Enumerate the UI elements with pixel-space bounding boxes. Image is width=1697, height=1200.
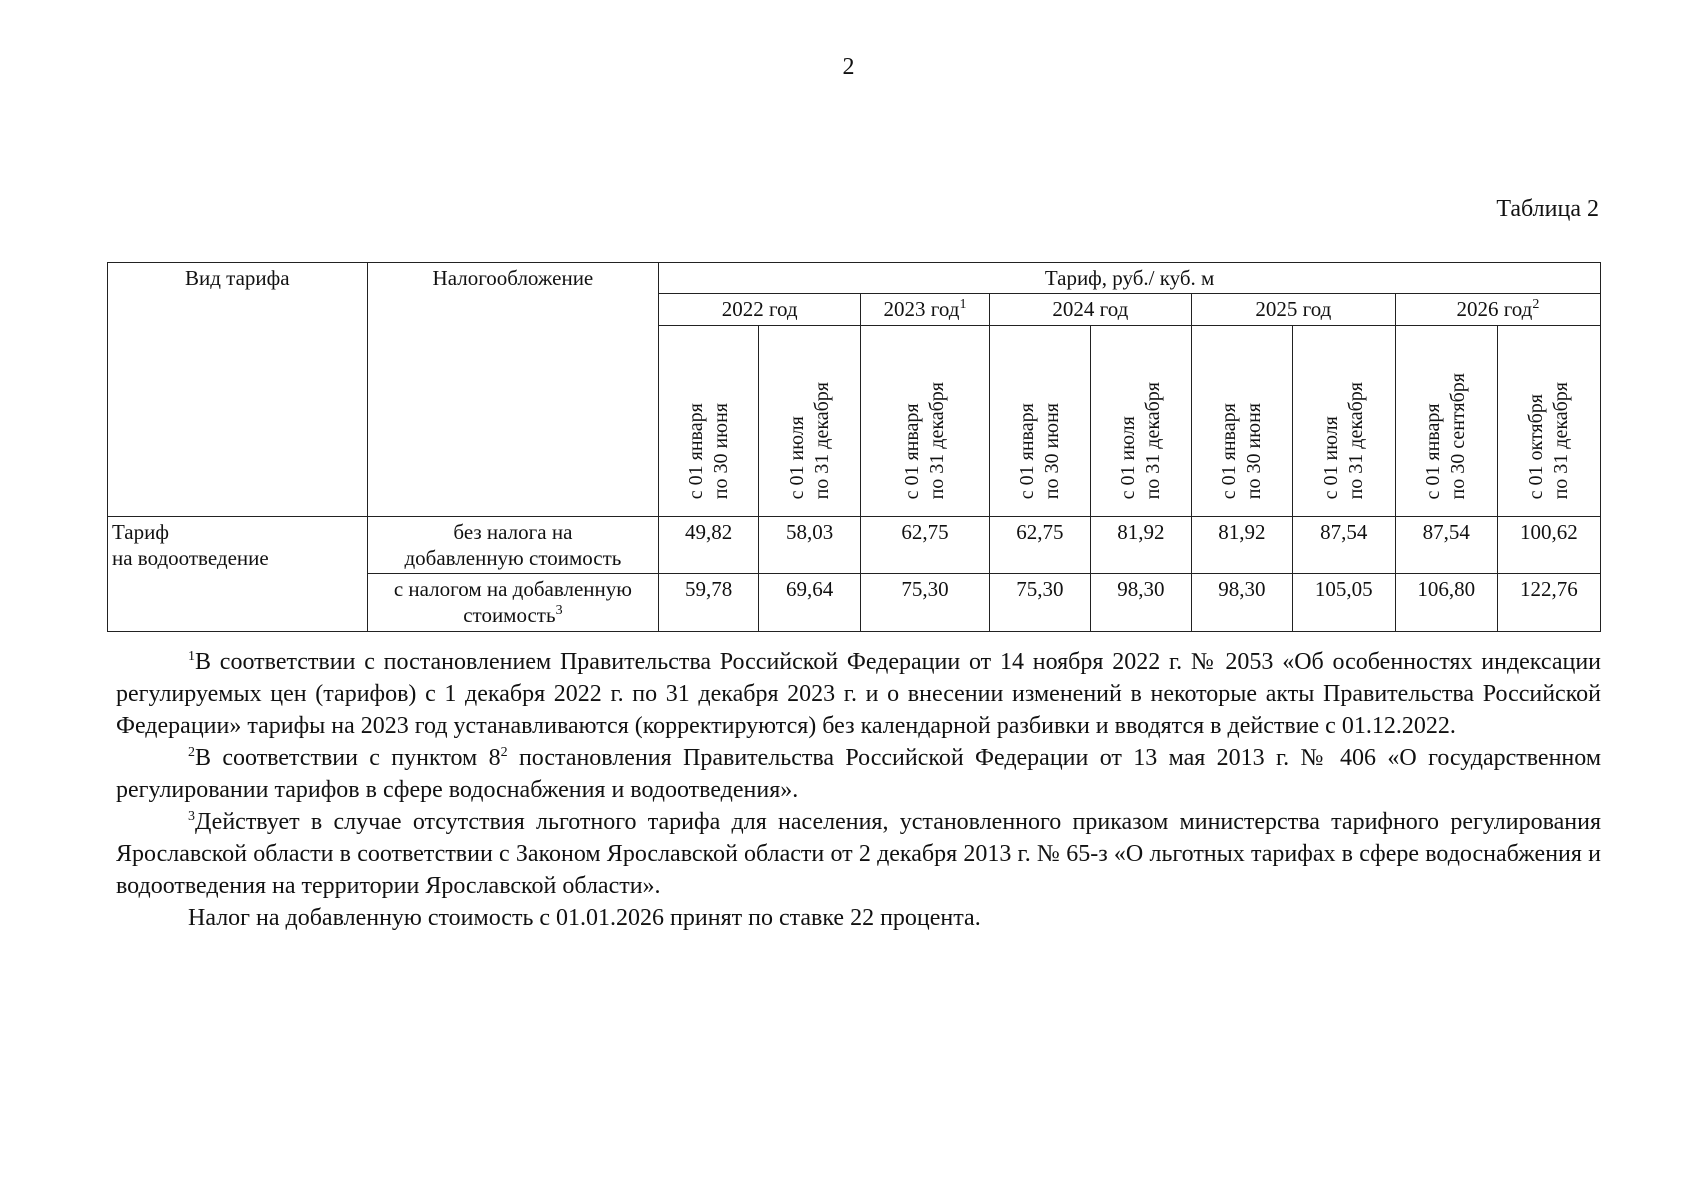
value-cell: 87,54 <box>1292 516 1395 574</box>
tariff-type-cell: Тариф на водоотведение <box>108 516 368 631</box>
header-period: с 01 января по 31 декабря <box>861 325 990 516</box>
value-cell: 81,92 <box>1090 516 1191 574</box>
header-year: 2026 год$^2$ <box>1395 294 1600 325</box>
value-cell: 62,75 <box>989 516 1090 574</box>
value-cell: 62,75 <box>861 516 990 574</box>
header-year: 2022 год <box>659 294 861 325</box>
tariff-table <box>107 262 1601 632</box>
footnote-2: $^2$В соответствии с пунктом $8^2$ постановления Правительства Российской Федерации от 13 мая 2013 г. № 406 «О государственном регулировании тарифов в сфере водоснабжения и водоотведения». <box>116 745 1602 803</box>
value-cell: 100,62 <box>1497 516 1600 574</box>
header-period: с 01 января по 30 июня <box>659 325 759 516</box>
page-number: 2 <box>842 54 855 80</box>
footnote-ref: 2 <box>1532 297 1540 313</box>
table-row <box>108 516 1601 574</box>
value-cell: 69,64 <box>759 574 861 632</box>
value-cell: 75,30 <box>989 574 1090 632</box>
footnote-ref: 3 <box>555 603 563 619</box>
header-taxation: Налогообложение <box>367 263 659 517</box>
value-cell: 98,30 <box>1191 574 1292 632</box>
value-cell: 59,78 <box>659 574 759 632</box>
value-cell: 105,05 <box>1292 574 1395 632</box>
table-caption: Таблица 2 <box>1496 196 1599 222</box>
header-year: 2024 год <box>989 294 1191 325</box>
taxation-cell: с налогом на добавленную стоимость$^3$ <box>367 574 659 632</box>
value-cell: 87,54 <box>1395 516 1497 574</box>
header-period: с 01 июля по 31 декабря <box>1090 325 1191 516</box>
value-cell: 49,82 <box>659 516 759 574</box>
header-tariff-unit: Тариф, руб./ куб. м <box>659 263 1601 294</box>
value-cell: 81,92 <box>1191 516 1292 574</box>
value-cell: 58,03 <box>759 516 861 574</box>
header-period: с 01 октября по 31 декабря <box>1497 325 1600 516</box>
footnote-3: $^3$Действует в случае отсутствия льготного тарифа для населения, установленного приказом министерства тарифного регулирования Ярославской области в соответствии с Законом Ярославской области от 2 декабря 2013 г. № 65-з «О льготных тарифах в сфере водоснабжения и водоотведения на территории Ярославской области». <box>116 809 1601 899</box>
header-period: с 01 января по 30 июня <box>989 325 1090 516</box>
taxation-cell: без налога на добавленную стоимость <box>367 516 659 574</box>
value-cell: 98,30 <box>1090 574 1191 632</box>
footnote-1: $^1$В соответствии с постановлением Правительства Российской Федерации от 14 ноября 2022 г. № 2053 «Об особенностях индексации регулируемых цен (тарифов) с 1 декабря 2022 г. по 31 декабря 2023 г. и о внесении изменений в некоторые акты Правительства Российской Федерации» тарифы на 2023 год устанавливаются (корректируются) без календарной разбивки и вводятся в действие с 01.12.2022. <box>116 649 1601 739</box>
header-year: 2023 год$^1$ <box>861 294 990 325</box>
header-period: с 01 января по 30 июня <box>1191 325 1292 516</box>
value-cell: 106,80 <box>1395 574 1497 632</box>
value-cell: 75,30 <box>861 574 990 632</box>
vat-note: Налог на добавленную стоимость с 01.01.2026 принят по ставке 22 процента. <box>188 905 981 931</box>
header-tariff-type: Вид тарифа <box>108 263 368 517</box>
header-period: с 01 июля по 31 декабря <box>759 325 861 516</box>
header-period: с 01 января по 30 сентября <box>1395 325 1497 516</box>
value-cell: 122,76 <box>1497 574 1600 632</box>
header-period: с 01 июля по 31 декабря <box>1292 325 1395 516</box>
footnotes <box>116 646 1601 934</box>
header-year: 2025 год <box>1191 294 1395 325</box>
footnote-ref: 1 <box>959 297 967 313</box>
